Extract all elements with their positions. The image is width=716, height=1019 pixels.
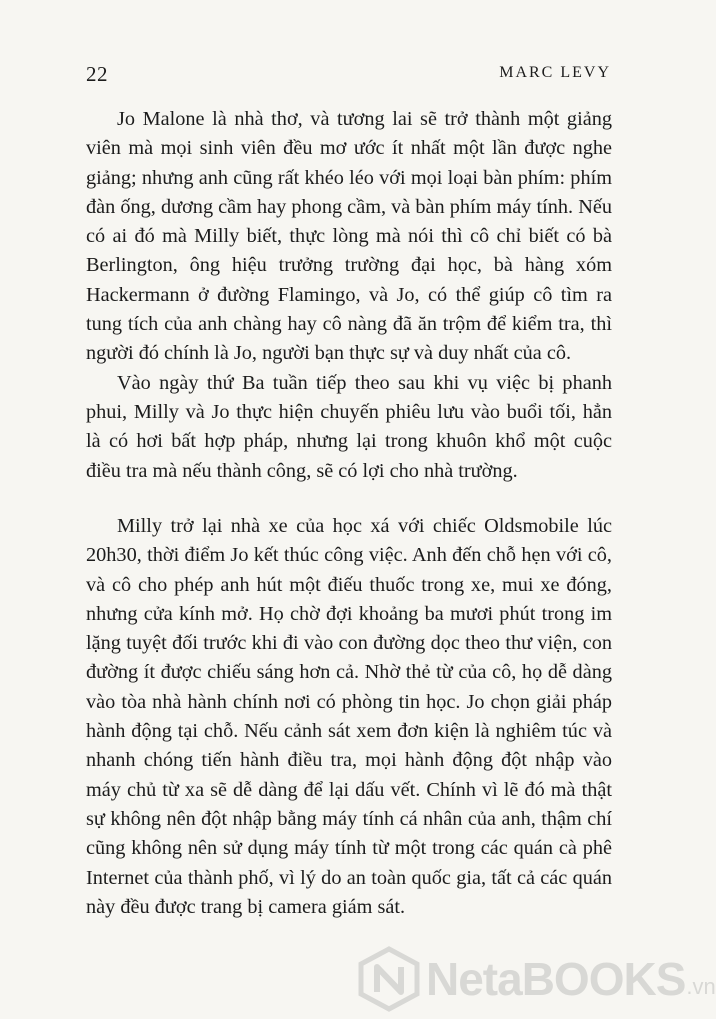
page-number: 22 [86,62,108,86]
paragraph: Vào ngày thứ Ba tuần tiếp theo sau khi vụ việc bị phanh phui, Milly và Jo thực hiện chuyến phiêu lưu vào buổi tối, hẳn là có hơi bất hợp pháp, nhưng lại trong khuôn khổ một cuộc điều tra mà nếu thành công, sẽ có lợi cho nhà trường. [86,371,612,482]
netabooks-logo-icon [356,946,422,1012]
text-section-2 [86,512,612,922]
paragraph: Milly trở lại nhà xe của học xá với chiếc Oldsmobile lúc 20h30, thời điểm Jo kết thúc công việc. Anh đến chỗ hẹn với cô, và cô cho phép anh hút một điếu thuốc trong xe, mui xe đóng, nhưng cửa kính mở. Họ chờ đợi khoảng ba mươi phút trong im lặng tuyệt đối trước khi đi vào con đường dọc theo thư viện, con đường ít được chiếu sáng hơn cả. Nhờ thẻ từ của cô, họ dễ dàng vào tòa nhà hành chính nơi có phòng tin học. Jo chọn giải pháp hành động tại chỗ. Nếu cảnh sát xem đơn kiện là nghiêm túc và nhanh chóng tiến hành điều tra, mọi hành động đột nhập vào máy chủ từ xa sẽ dễ dàng để lại dấu vết. Chính vì lẽ đó mà thật sự không nên đột nhập bằng máy tính cá nhân của anh, thậm chí cũng không nên sử dụng máy tính từ một trong các quán cà phê Internet của thành phố, vì lý do an toàn quốc gia, tất cả các quán này đều được trang bị camera giám sát. [86,515,612,918]
watermark [356,944,716,1014]
paragraph: Jo Malone là nhà thơ, và tương lai sẽ trở thành một giảng viên mà mọi sinh viên đều mơ ước ít nhất một lần được nghe giảng; nhưng anh cũng rất khéo léo với mọi loại bàn phím: phím đàn ống, dương cầm hay phong cầm, và bàn phím máy tính. Nếu có ai đó mà Milly biết, thực lòng mà nói thì cô chỉ biết có bà Berlington, ông hiệu trưởng trường đại học, bà hàng xóm Hackermann ở đường Flamingo, và Jo, có thể giúp cô tìm ra tung tích của anh chàng hay cô nàng đã ăn trộm để kiểm tra, thì người đó chính là Jo, người bạn thực sự và duy nhất của cô. [86,108,612,365]
watermark-suffix: .vn [686,974,716,999]
text-section-1 [86,105,612,486]
running-header: MARC LEVY [499,64,611,81]
watermark-brand: NetaBOOKS [426,953,686,1005]
